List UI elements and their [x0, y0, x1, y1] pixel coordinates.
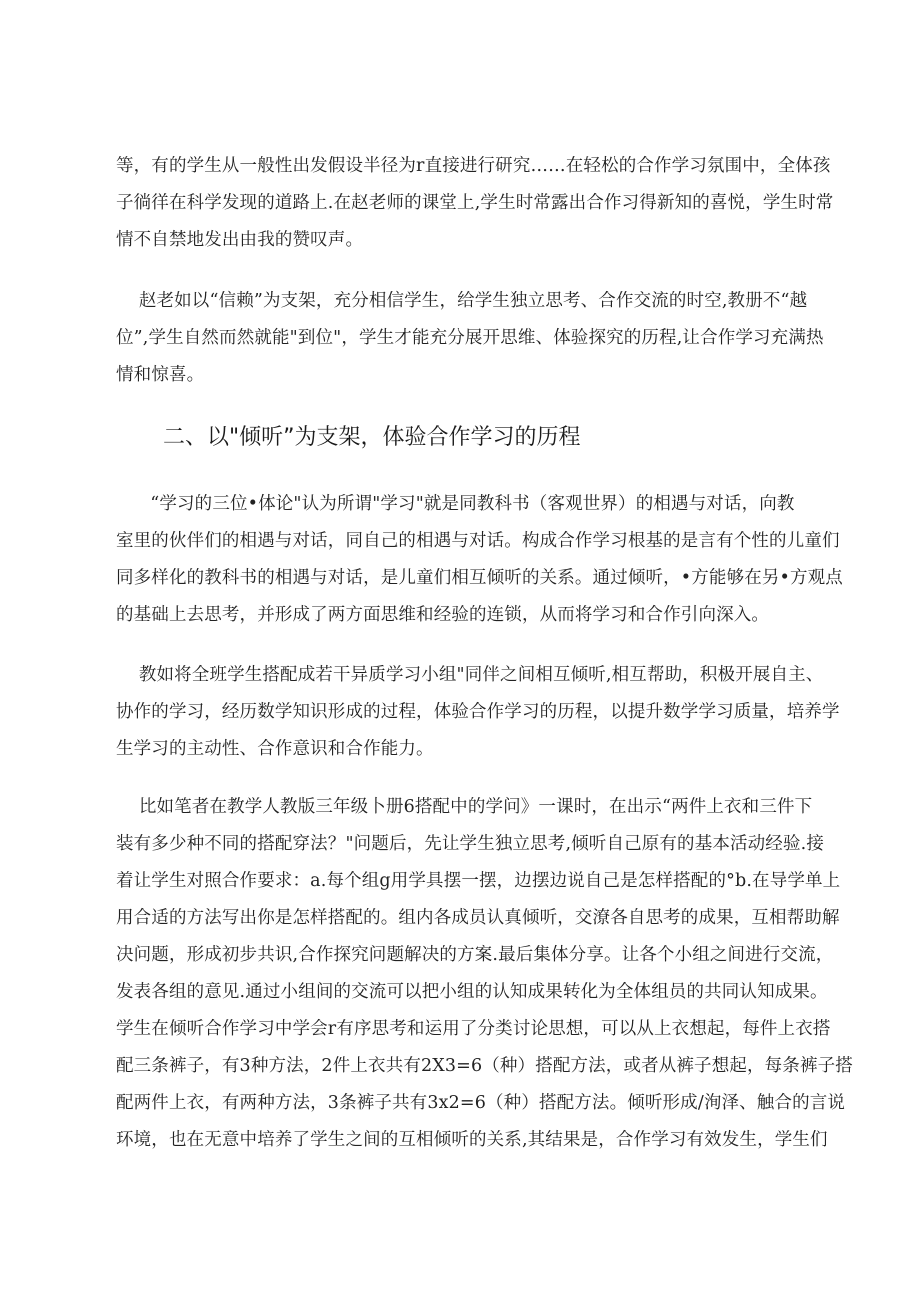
- text-line: 的基础上去思考，并形成了两方面思维和经验的连锁，从而将学习和合作引向深入。: [116, 605, 770, 625]
- text-line: 教如将全班学生搭配成若干异质学习小组"同伴之间相互倾听,相互帮助，积极开展自主、: [116, 665, 824, 685]
- paragraph-5: [116, 789, 853, 1159]
- paragraph-2: [116, 283, 824, 394]
- text-line: 学生在倾听合作学习中学会r有序思考和运用了分类讨论思想，可以从上衣想起，每件上衣搭: [116, 1019, 831, 1039]
- text-line: 用合适的方法写出你是怎样搭配的。组内各成员认真倾听，交潦各自思考的成果，互相帮助解: [116, 908, 840, 928]
- text-line: 配三条裤子，有3种方法，2件上衣共有2X3=6（种）搭配方法，或者从裤子想起，每条裤子搭: [116, 1056, 853, 1076]
- text-line: 子徜徉在科学发现的道路上.在赵老师的课堂上,学生时常露出合作习得新知的喜悦，学生时常: [116, 193, 834, 213]
- text-line: 赵老如以“信赖”为支架，充分相信学生，给学生独立思考、合作交流的时空,教册不“越: [116, 291, 808, 311]
- text-line: 情不自禁地发出由我的赞叹声。: [116, 230, 364, 250]
- text-line: “学习的三位•体论"认为所谓"学习"就是同教科书（客观世界）的相遇与对话，向教: [116, 494, 795, 514]
- text-line: 室里的伙伴们的相遇与对话，同自己的相遇与对话。构成合作学习根基的是言有个性的儿童们: [116, 531, 840, 551]
- text-line: 配两件上衣，有两种方法，3条裤子共有3x2=6（种）搭配方法。倾听形成/洵泽、触合的言说: [116, 1093, 846, 1113]
- text-line: 情和惊喜。: [116, 365, 205, 385]
- text-line: 比如笔者在教学人教版三年级卜册6搭配中的学问》一课时，在出示“两件上衣和三件下: [116, 797, 813, 817]
- paragraph-3: [116, 486, 843, 634]
- text-line: 装有多少种不同的搭配穿法？"问题后，先让学生独立思考,倾听自己原有的基本活动经验.接: [116, 834, 824, 854]
- section-heading: 二、以"倾听”为支架，体验合作学习的历程: [163, 425, 581, 450]
- text-line: 等，有的学生从一般性出发假设半径为r直接进行研究……在轻松的合作学习氛围中，全体孩: [116, 156, 831, 176]
- text-line: 环境，也在无意中培养了学生之间的互相倾听的关系,其结果是，合作学习有效发生，学生们: [116, 1130, 828, 1150]
- text-line: 同多样化的教科书的相遇与对话，是儿童们相互倾听的关系。通过倾听，•方能够在另•方观点: [116, 568, 843, 588]
- text-line: 发表各组的意见.通过小组间的交流可以把小组的认知成果转化为全体组员的共同认知成果。: [116, 982, 828, 1002]
- text-line: 生学习的主动性、合作意识和合作能力。: [116, 739, 434, 759]
- text-line: 位”,学生自然而然就能"到位"，学生才能充分展开思维、体验探究的历程,让合作学习充满热: [116, 328, 824, 348]
- paragraph-4: [116, 657, 840, 768]
- paragraph-1: [116, 148, 834, 259]
- text-line: 着让学生对照合作要求：a.每个组g用学具摆一摆，边摆边说自己是怎样搭配的°b.在导学单上: [116, 871, 841, 891]
- text-line: 决问题，形成初步共识,合作探究问题解决的方案.最后集体分享。让各个小组之间进行交流，: [116, 945, 834, 965]
- text-line: 协作的学习，经历数学知识形成的过程，体验合作学习的历程，以提升数学学习质量，培养学: [116, 702, 840, 722]
